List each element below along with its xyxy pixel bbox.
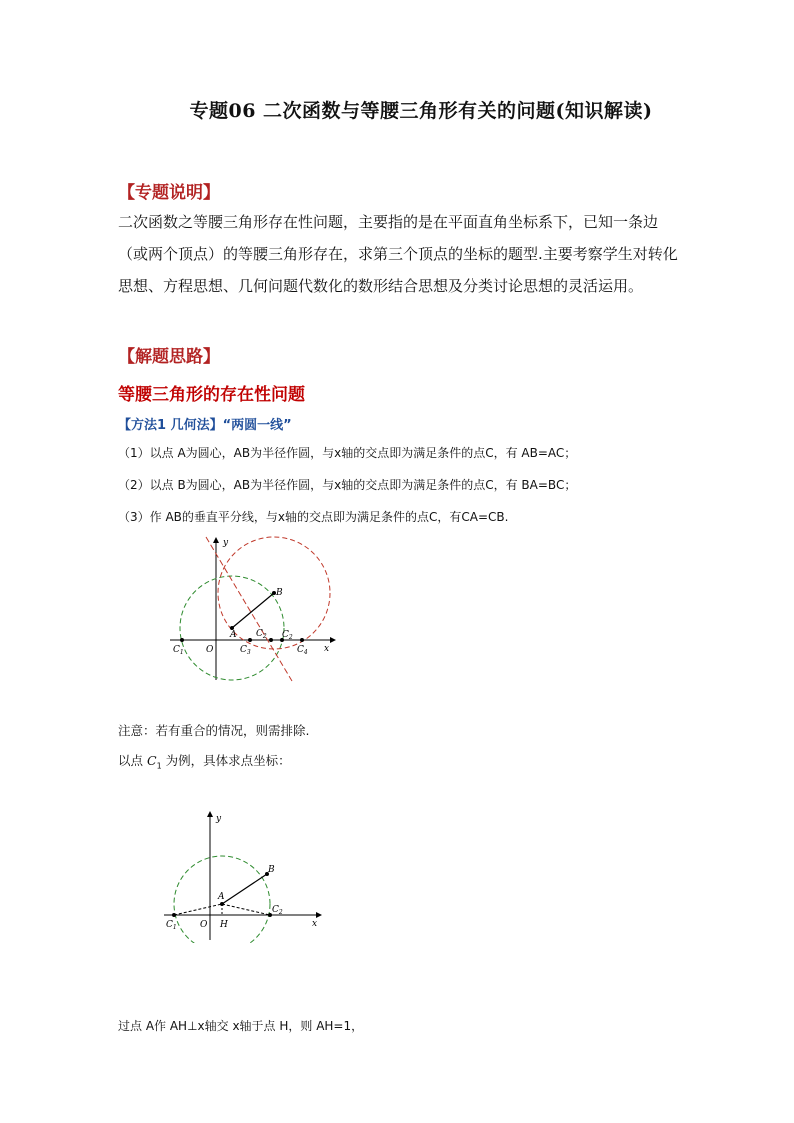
y-axis-arrow xyxy=(207,811,213,817)
label-o: O xyxy=(206,645,214,655)
label-b: B xyxy=(268,865,275,875)
label-c1: $C_1$ xyxy=(173,645,184,656)
figure-two-circles-one-line xyxy=(160,535,340,685)
perpendicular-bisector xyxy=(206,537,292,681)
label-h: H xyxy=(220,920,228,930)
point-c1 xyxy=(172,913,176,917)
segment-ab xyxy=(222,874,267,904)
label-c2: $C_2$ xyxy=(272,905,283,916)
method-label: 【方法1 几何法】 xyxy=(118,418,223,433)
label-c1: $C_1$ xyxy=(166,920,177,931)
y-axis-arrow xyxy=(213,537,219,543)
label-c3: $C_3$ xyxy=(240,645,251,656)
page-title: 专题06 二次函数与等腰三角形有关的问题(知识解读) xyxy=(189,100,653,122)
description-paragraph: 二次函数之等腰三角形存在性问题，主要指的是在平面直角坐标系下，已知一条边（或两个顶点）的等腰三角形存在，求第三个顶点的坐标的题型.主要考察学生对转化思想、方程思想、几何问题代数化的数形结合思想及分类讨论思想的灵活运用。 xyxy=(118,213,678,295)
segment-ac2 xyxy=(222,904,270,915)
step-1: （1）以点 A为圆心，AB为半径作圆，与x轴的交点即为满足条件的点C，有 AB=AC； xyxy=(118,446,577,460)
final-line: 过点 A作 AH⊥x轴交 x轴于点 H，则 AH=1， xyxy=(118,1019,364,1033)
point-c4 xyxy=(300,638,304,642)
label-o: O xyxy=(200,920,208,930)
label-y: y xyxy=(216,814,222,824)
label-c4: $C_4$ xyxy=(297,645,308,656)
point-c1 xyxy=(180,638,184,642)
method-heading xyxy=(118,414,292,433)
note-text: 注意：若有重合的情况，则需排除. xyxy=(118,723,310,738)
point-c2a xyxy=(269,638,273,642)
figure-example-c1 xyxy=(160,808,330,943)
method-quote: “两圆一线” xyxy=(222,418,292,433)
label-a: A xyxy=(218,892,225,902)
example-intro: 以点 $C_1$ 为例，具体求点坐标： xyxy=(118,753,291,771)
x-axis-arrow xyxy=(330,637,336,643)
label-x: x xyxy=(312,919,318,929)
label-c2b: $C_2$ xyxy=(282,630,293,641)
step-3: （3）作 AB的垂直平分线，与x轴的交点即为满足条件的点C，有CA=CB. xyxy=(118,510,509,524)
label-y: y xyxy=(223,538,229,548)
step-2: （2）以点 B为圆心，AB为半径作圆，与x轴的交点即为满足条件的点C，有 BA=BC； xyxy=(118,478,577,492)
x-axis-arrow xyxy=(316,912,322,918)
point-a xyxy=(220,902,224,906)
section-heading-description: 【专题说明】 xyxy=(118,183,220,203)
point-c3 xyxy=(248,638,252,642)
section-heading-approach: 【解题思路】 xyxy=(118,347,220,367)
segment-ac1 xyxy=(174,904,222,915)
label-x: x xyxy=(324,644,330,654)
subheading: 等腰三角形的存在性问题 xyxy=(118,385,305,405)
segment-ab xyxy=(232,593,274,628)
label-a: A xyxy=(230,630,237,640)
label-c2a: $C_2$ xyxy=(256,629,267,640)
label-b: B xyxy=(276,588,283,598)
